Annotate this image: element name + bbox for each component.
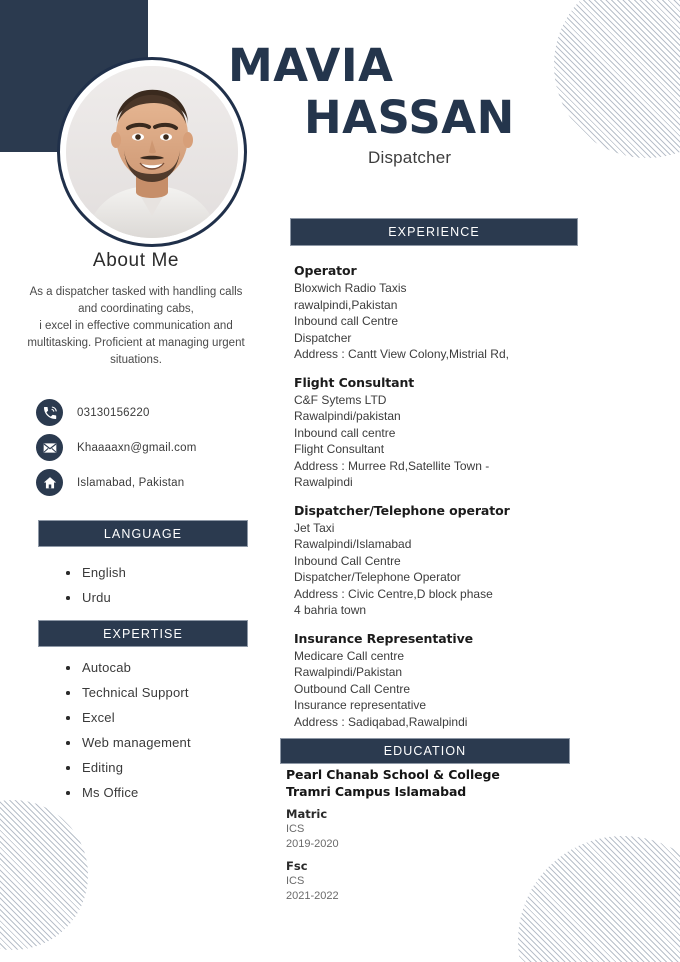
expertise-list (60, 655, 270, 805)
list-item: Ms Office (60, 780, 270, 805)
experience-line: Rawalpindi (294, 475, 353, 489)
phone-icon (36, 399, 63, 426)
experience-line: 4 bahria town (294, 603, 367, 617)
about-paragraph: As a dispatcher tasked with handling calls and coordinating cabs, (29, 286, 243, 315)
experience-line: Rawalpindi/pakistan (294, 409, 401, 423)
envelope-icon (36, 434, 63, 461)
experience-line: Dispatcher/Telephone Operator (294, 570, 461, 584)
education-item (286, 806, 586, 852)
contact-location-value: Islamabad, Pakistan (77, 476, 185, 489)
experience-line: Jet Taxi (294, 520, 335, 535)
experience-line: Outbound Call Centre (294, 681, 411, 696)
section-header-language (38, 520, 248, 547)
experience-line: Dispatcher (294, 330, 352, 345)
education-years: 2021-2022 (286, 890, 339, 902)
contact-list (0, 395, 272, 500)
experience-line: Insurance representative (294, 698, 427, 712)
profile-photo-image (66, 66, 238, 238)
home-icon (36, 469, 63, 496)
first-name: MAVIA (228, 39, 394, 92)
list-item: Editing (60, 755, 270, 780)
language-list (60, 560, 260, 610)
experience-line: Medicare Call centre (294, 648, 405, 663)
header-name-block (228, 40, 648, 168)
education-program: ICS (286, 823, 305, 835)
experience-role: Insurance Representative (294, 630, 474, 646)
list-item: Urdu (60, 585, 260, 610)
section-header-education (280, 738, 570, 764)
contact-phone-value: 03130156220 (77, 406, 150, 419)
experience-line: rawalpindi,Pakistan (294, 297, 398, 312)
experience-line: C&F Sytems LTD (294, 392, 387, 407)
profile-photo (57, 57, 247, 247)
experience-list (294, 262, 594, 741)
section-title-experience: EXPERIENCE (388, 225, 480, 239)
education-program: ICS (286, 875, 305, 887)
education-degree: Matric (286, 807, 328, 821)
education-school-line: Tramri Campus Islamabad (286, 784, 467, 799)
contact-item-location[interactable] (36, 465, 272, 500)
experience-line: Address : Murree Rd,Satellite Town - (294, 458, 490, 473)
experience-line: Inbound call Centre (294, 314, 399, 328)
experience-role: Flight Consultant (294, 374, 415, 390)
contact-item-phone[interactable] (36, 395, 272, 430)
experience-line: Inbound call centre (294, 425, 396, 440)
experience-role: Operator (294, 263, 357, 278)
section-title-education: EDUCATION (383, 744, 467, 758)
experience-line: Inbound Call Centre (294, 553, 401, 568)
section-title-language: LANGUAGE (103, 526, 183, 541)
experience-line: Address : Cantt View Colony,Mistrial Rd, (294, 347, 509, 361)
about-heading: About Me (92, 250, 180, 271)
list-item: Excel (60, 705, 270, 730)
list-item: Technical Support (60, 680, 270, 705)
education-school-line: Pearl Chanab School & College (286, 767, 500, 782)
section-header-experience (290, 218, 578, 246)
last-name: HASSAN (304, 91, 515, 144)
experience-line: Rawalpindi/Islamabad (294, 537, 412, 551)
section-header-expertise (38, 620, 248, 647)
list-item: English (60, 560, 260, 585)
contact-email-value: Khaaaaxn@gmail.com (77, 441, 197, 454)
list-item: Autocab (60, 655, 270, 680)
experience-line: Address : Sadiqabad,Rawalpindi (294, 714, 468, 729)
experience-item (294, 630, 594, 731)
education-list (286, 766, 586, 904)
experience-item (294, 374, 594, 491)
experience-line: Bloxwich Radio Taxis (294, 281, 407, 295)
contact-item-email[interactable] (36, 430, 272, 465)
hatched-circle-bottom-left-decoration (0, 800, 88, 950)
experience-item (294, 502, 594, 619)
about-text (0, 284, 272, 369)
experience-role: Dispatcher/Telephone operator (294, 502, 510, 518)
education-degree: Fsc (286, 859, 308, 873)
education-item (286, 858, 586, 904)
experience-line: Flight Consultant (294, 442, 385, 456)
list-item: Web management (60, 730, 270, 755)
experience-line: Rawalpindi/Pakistan (294, 665, 403, 679)
job-title: Dispatcher (368, 148, 452, 167)
experience-item (294, 262, 594, 363)
about-paragraph: i excel in effective communication and multitasking. Proficient at managing urgent situations. (27, 320, 245, 366)
education-years: 2019-2020 (286, 838, 339, 850)
experience-line: Address : Civic Centre,D block phase (294, 586, 493, 601)
left-sidebar (0, 250, 272, 500)
section-title-expertise: EXPERTISE (103, 626, 183, 641)
